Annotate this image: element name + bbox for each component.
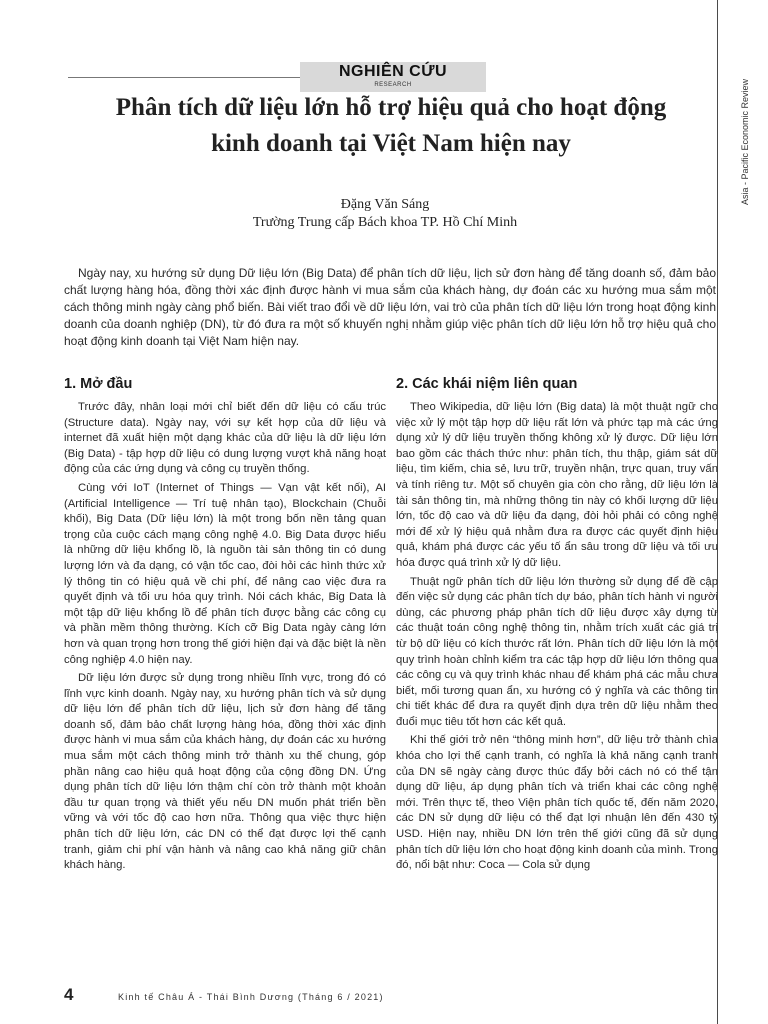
section-tag-rule xyxy=(68,77,300,78)
author-affiliation: Trường Trung cấp Bách khoa TP. Hồ Chí Minh xyxy=(252,215,518,230)
paragraph: Theo Wikipedia, dữ liệu lớn (Big data) là một thuật ngữ cho việc xử lý một tập hợp dữ liệu rất lớn và phức tạp mà các ứng dụng xử lý dữ liệu truyền thống không xử lý được. Dữ liệu lớn bao gồm các thách thức như: phân tích, thu thập, giám sát dữ liệu, tìm kiếm, chia sẻ, lưu trữ, truyền nhận, trực quan, truy vấn và tính riêng tư. Một số chuyên gia còn cho rằng, dữ liệu lớn là tài sản thông tin, mà những thông tin này có khối lượng dữ liệu lớn, tốc độ cao và dữ liệu đa dạng, đòi hỏi phải có công nghệ mới để xử lý hiệu quả nhằm đưa ra được các quyết định hiệu quả, khám phá được các yếu tố ẩn sâu trong dữ liệu và tối ưu hóa được quá trình xử lý dữ liệu. xyxy=(396,401,718,569)
paragraph: Khi thế giới trở nên “thông minh hơn”, dữ liệu trở thành chìa khóa cho lợi thế cạnh tranh, có nghĩa là khả năng cạnh tranh của DN sẽ ngày càng được thúc đẩy bởi cách nó có thể tận dụng dữ liệu, áp dụng phân tích và triển khai các công nghệ mới. Trên thực tế, theo Viện phân tích quốc tế, đến năm 2020, các DN sử dụng dữ liệu có thể đạt lợi nhuận lên đến 430 tỷ USD. Hiện nay, nhiều DN lớn trên thế giới cũng đã sử dụng phân tích dữ liệu lớn cho hoạt động kinh doanh của mình. Trong đó, nổi bật như: Coca — Cola sử dụng xyxy=(396,734,718,872)
section-sublabel: RESEARCH xyxy=(374,82,412,88)
paragraph: Dữ liệu lớn được sử dụng trong nhiều lĩnh vực, trong đó có lĩnh vực kinh doanh. Ngày nay, xu hướng phân tích và sử dụng dữ liệu lớn để phân tích dữ liệu, lịch sử đơn hàng để tăng doanh số, đảm bảo chất lượng hàng hóa, đồng thời xác định được hành vi mua sắm của khách hàng, dự đoán các xu hướng mua sắm một cách thông minh trở thành xu thế chung, góp phần nâng cao hiệu quả hoạt động của cộng đồng DN. Ứng dụng phân tích dữ liệu lớn thậm chí còn trở thành một khoản đầu tư quan trọng và thiết yếu nếu DN muốn phát triển bền vững và với tốc độ cao hơn nữa. Thông qua việc thực hiện phân tích dữ liệu lớn, các DN có thể đạt được lợi thế cạnh tranh, giảm chi phí vận hành và nâng cao khả năng giữ chân khách hàng. xyxy=(64,672,386,872)
right-column xyxy=(396,374,718,877)
article-title xyxy=(40,90,742,162)
section-tag xyxy=(300,62,486,92)
left-column xyxy=(64,374,386,877)
section-2-heading: 2. Các khái niệm liên quan xyxy=(396,376,578,392)
section-label: NGHIÊN CỨU xyxy=(338,63,448,80)
author-name: Đặng Văn Sáng xyxy=(340,197,430,212)
journal-issue: Kinh tế Châu Á - Thái Bình Dương (Tháng 6 / 2021) xyxy=(118,992,384,1002)
page-number: 4 xyxy=(64,985,74,1004)
paragraph: Thuật ngữ phân tích dữ liệu lớn thường sử dụng để đề cập đến việc sử dụng các phân tích dự báo, phân tích hành vi người dùng, các phương pháp phân tích dữ liệu được xây dựng từ các thuật toán công nghệ thông tin, nhằm trích xuất các giá trị từ bộ dữ liệu có kích thước rất lớn. Phân tích dữ liệu lớn là một quy trình hoàn chỉnh kiểm tra các tập hợp dữ liệu lớn thông qua các công cụ và quy trình khác nhau để khám phá các mẫu chưa biết, mối tương quan ẩn, xu hướng có ý nghĩa và các thông tin chi tiết khác để đưa ra quyết định dựa trên dữ liệu nhằm theo đuổi mục tiêu tốt hơn các kết quả. xyxy=(396,575,718,728)
side-journal-name: Asia - Pacific Economic Review xyxy=(740,78,750,205)
title-line-2: kinh doanh tại Việt Nam hiện nay xyxy=(211,130,571,157)
title-line-1: Phân tích dữ liệu lớn hỗ trợ hiệu quả cho hoạt động xyxy=(115,94,667,121)
paragraph: Trước đây, nhân loại mới chỉ biết đến dữ liệu có cấu trúc (Structure data). Ngày nay, với sự kết hợp của dữ liệu và internet đã xuất hiện một dạng khác của dữ liệu là dữ liệu lớn (Big Data) - tập hợp dữ liệu có dung lượng vượt khả năng hoạt động của các ứng dụng và công cụ truyền thống. xyxy=(64,401,386,476)
paragraph: Cùng với IoT (Internet of Things — Vạn vật kết nối), AI (Artificial Intelligence — Trí tuệ nhân tạo), Blockchain (Chuỗi khối), Big Data (Dữ liệu lớn) là một trong bốn nền tảng quan trọng của cuộc cách mạng công nghệ 4.0. Big Data được hiểu là những dữ liệu khổng lồ, là nguồn tài sản thông tin có dung lượng lớn và đa dạng, có vận tốc cao, đòi hỏi các hình thức xử lý thông tin có hiệu quả về chi phí, để nâng cao việc đưa ra quyết định và tối ưu hóa quy trình. Nói cách khác, Big Data là một tập dữ liệu khổng lồ để phân tích được bằng các công cụ và phần mềm thông thường. Kích cỡ Big Data ngày càng lớn hơn và quan trọng hơn trong thế giới hiện đại và đặc biệt là nền công nghiệp 4.0 hiện nay. xyxy=(64,481,386,666)
abstract: Ngày nay, xu hướng sử dụng Dữ liệu lớn (Big Data) để phân tích dữ liệu, lịch sử đơn hàng để tăng doanh số, đảm bảo chất lượng hàng hóa, đồng thời xác định được hành vi mua sắm của khách hàng, dự đoán các xu hướng mua sắm một cách thông minh ngày càng phổ biến. Bài viết trao đổi về dữ liệu lớn, vai trò của phân tích dữ liệu lớn trong hoạt động kinh doanh của doanh nghiệp (DN), từ đó đưa ra một số khuyến nghị nhằm giúp việc phân tích dữ liệu lớn hỗ trợ hiệu quả cho hoạt động kinh doanh tại Việt Nam hiện nay. xyxy=(64,266,716,348)
section-1-heading: 1. Mở đầu xyxy=(64,376,133,392)
